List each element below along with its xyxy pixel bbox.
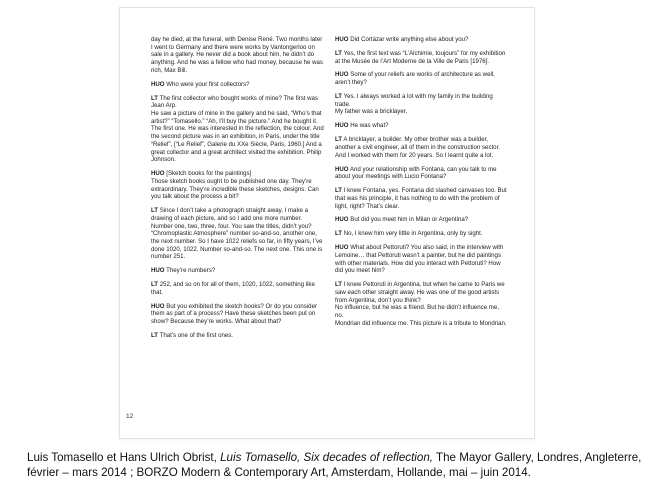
caption-authors: Luis Tomasello et Hans Ulrich Obrist, (27, 451, 217, 464)
speaker-label: HUO (151, 302, 165, 310)
interview-paragraph (151, 36, 325, 75)
book-page (119, 7, 535, 439)
interview-paragraph (151, 303, 325, 326)
paragraph-text: Yes. I always worked a lot with my family in the building trade. My father was a bricklayer. (335, 93, 493, 116)
interview-paragraph (151, 267, 325, 275)
speaker-label: LT (335, 136, 342, 144)
speaker-label: HUO (335, 165, 349, 173)
interview-paragraph (335, 36, 509, 44)
paragraph-text: I knew Pettoruti in Argentina, but when he came to Paris we saw each other straight away. He was one of the good artists from Argentina, don’t you think? No influence, but he was a friend. But he didn’t influence me, no. Mondrian did influence me. This picture is a tribute to Mondrian. (335, 281, 507, 327)
interview-paragraph (335, 216, 509, 224)
interview-paragraph (151, 332, 325, 340)
paragraph-text: Some of your reliefs are works of architecture as well, aren’t they? (335, 71, 495, 87)
paragraph-text: What about Pettoruti? You also said, in the interview with Lemoine… that Pettoruti wasn’t a painter, but he did paintings with other materials. How did you interact with Pettoruti? How did you meet him? (335, 244, 504, 275)
interview-paragraph (335, 93, 509, 116)
paragraph-text: They’re numbers? (166, 267, 216, 275)
left-column (151, 36, 325, 346)
speaker-label: LT (151, 94, 158, 102)
speaker-label: LT (335, 281, 342, 289)
paragraph-text: He was what? (350, 122, 389, 130)
speaker-label: LT (151, 332, 158, 339)
caption-details: The Mayor Gallery, Londres, Angleterre, février – mars 2014 ; BORZO Modern & Contemporary Art, Amsterdam, Hollande, mai – juin 2014. (27, 451, 642, 479)
speaker-label: LT (335, 230, 342, 238)
speaker-label: HUO (151, 80, 165, 88)
speaker-label: LT (151, 207, 158, 215)
interview-paragraph (151, 95, 325, 164)
paragraph-text: I knew Fontana, yes. Fontana did slashed canvases too. But that was his principle, it has nothing to do with the problem of light, right? That’s clear. (335, 187, 507, 210)
interview-paragraph (335, 187, 509, 210)
paragraph-text: The first collector who bought works of mine? The first was Jean Arp. He saw a picture of mine in the gallery and he said, “Who’s that artist?” “Tomasello.” “Ah, I’ll buy the picture.” And he bought it. The first one. He was interested in the reflection, the colour. And the second picture was in an exhibition, in Paris, under the title “Relief”, [“Le Relief”, Galerie du XXe Siècle, Paris, 1960.] And a great collector and a great architect visited the exhibition. Philip Johnson. (151, 94, 324, 164)
interview-paragraph (151, 281, 325, 296)
speaker-label: LT (151, 281, 158, 289)
paragraph-text: day he died, at the funeral, with Denise René. Two months later I went to Germany and there were works by Vantongerloo on sale in a gallery. He never did a book about him, he didn’t do anything. And he was a fellow who had money, because he was rich, Max Bill. (151, 36, 323, 74)
paragraph-text: But did you meet him in Milan or Argentina? (350, 216, 469, 224)
speaker-label: HUO (151, 170, 165, 178)
interview-paragraph (151, 81, 325, 89)
speaker-label: HUO (335, 244, 349, 252)
interview-paragraph (335, 71, 509, 86)
interview-paragraph (335, 50, 509, 65)
paragraph-text: No, I knew him very little in Argentina, only by sight. (343, 230, 483, 238)
page-number: 12 (126, 413, 134, 420)
image-caption (27, 450, 647, 480)
speaker-label: HUO (335, 36, 349, 43)
paragraph-text: Who were your first collectors? (166, 80, 250, 88)
speaker-label: LT (335, 187, 342, 195)
speaker-label: HUO (151, 267, 165, 275)
interview-paragraph (335, 230, 509, 238)
interview-paragraph (335, 122, 509, 130)
caption-title: Luis Tomasello, Six decades of reflection, (220, 451, 433, 464)
interview-paragraph (151, 207, 325, 261)
paragraph-text: 252, and so on for all of them, 1020, 1022, something like that. (151, 281, 315, 296)
paragraph-text: Did Cortázar write anything else about you? (350, 36, 469, 43)
speaker-label: HUO (335, 216, 349, 224)
speaker-label: LT (335, 93, 342, 101)
paragraph-text: And your relationship with Fontana, can you talk to me about your meetings with Lucio Fontana? (335, 165, 497, 181)
paragraph-text: Yes, the first text was “L’Alchimie, toujours” for my exhibition at the Musée de l’Art Moderne de la Ville de Paris [1976]. (335, 49, 506, 65)
paragraph-text: But you exhibited the sketch books? Or do you consider them as part of a process? Have these sketches been put on show? Because they’re works. What about that? (151, 302, 317, 326)
paragraph-text: That’s one of the first ones. (159, 332, 233, 339)
interview-paragraph (335, 136, 509, 159)
speaker-label: HUO (335, 122, 349, 130)
interview-paragraph (151, 170, 325, 201)
interview-paragraph (335, 166, 509, 181)
paragraph-text: [Sketch books for the paintings] Those sketch books ought to be published one day. They’re extraordinary. They’re incredible these sketches, designs. Can you talk about the process a bit? (151, 170, 319, 201)
right-column (335, 36, 509, 334)
speaker-label: HUO (335, 71, 349, 79)
interview-paragraph (335, 244, 509, 275)
paragraph-text: A bricklayer, a builder. My other brother was a builder, another a civil engineer, all of them in the construction sector. And I worked with them for 20 years. So I learnt quite a lot. (335, 136, 500, 159)
speaker-label: LT (335, 49, 342, 57)
interview-paragraph (335, 281, 509, 327)
paragraph-text: Since I don’t take a photograph straight away, I make a drawing of each picture, and so I add one more number. Number one, two, three, four. You saw the titles, didn’t you? “Chromoplastic Atmosphere” number so-and-so, another one, the next number. So I have 1022 reliefs so far, in fifty years, I’ve done 1020, 1022. Number so-and-so. The next one. This one is number 251. (151, 207, 323, 261)
